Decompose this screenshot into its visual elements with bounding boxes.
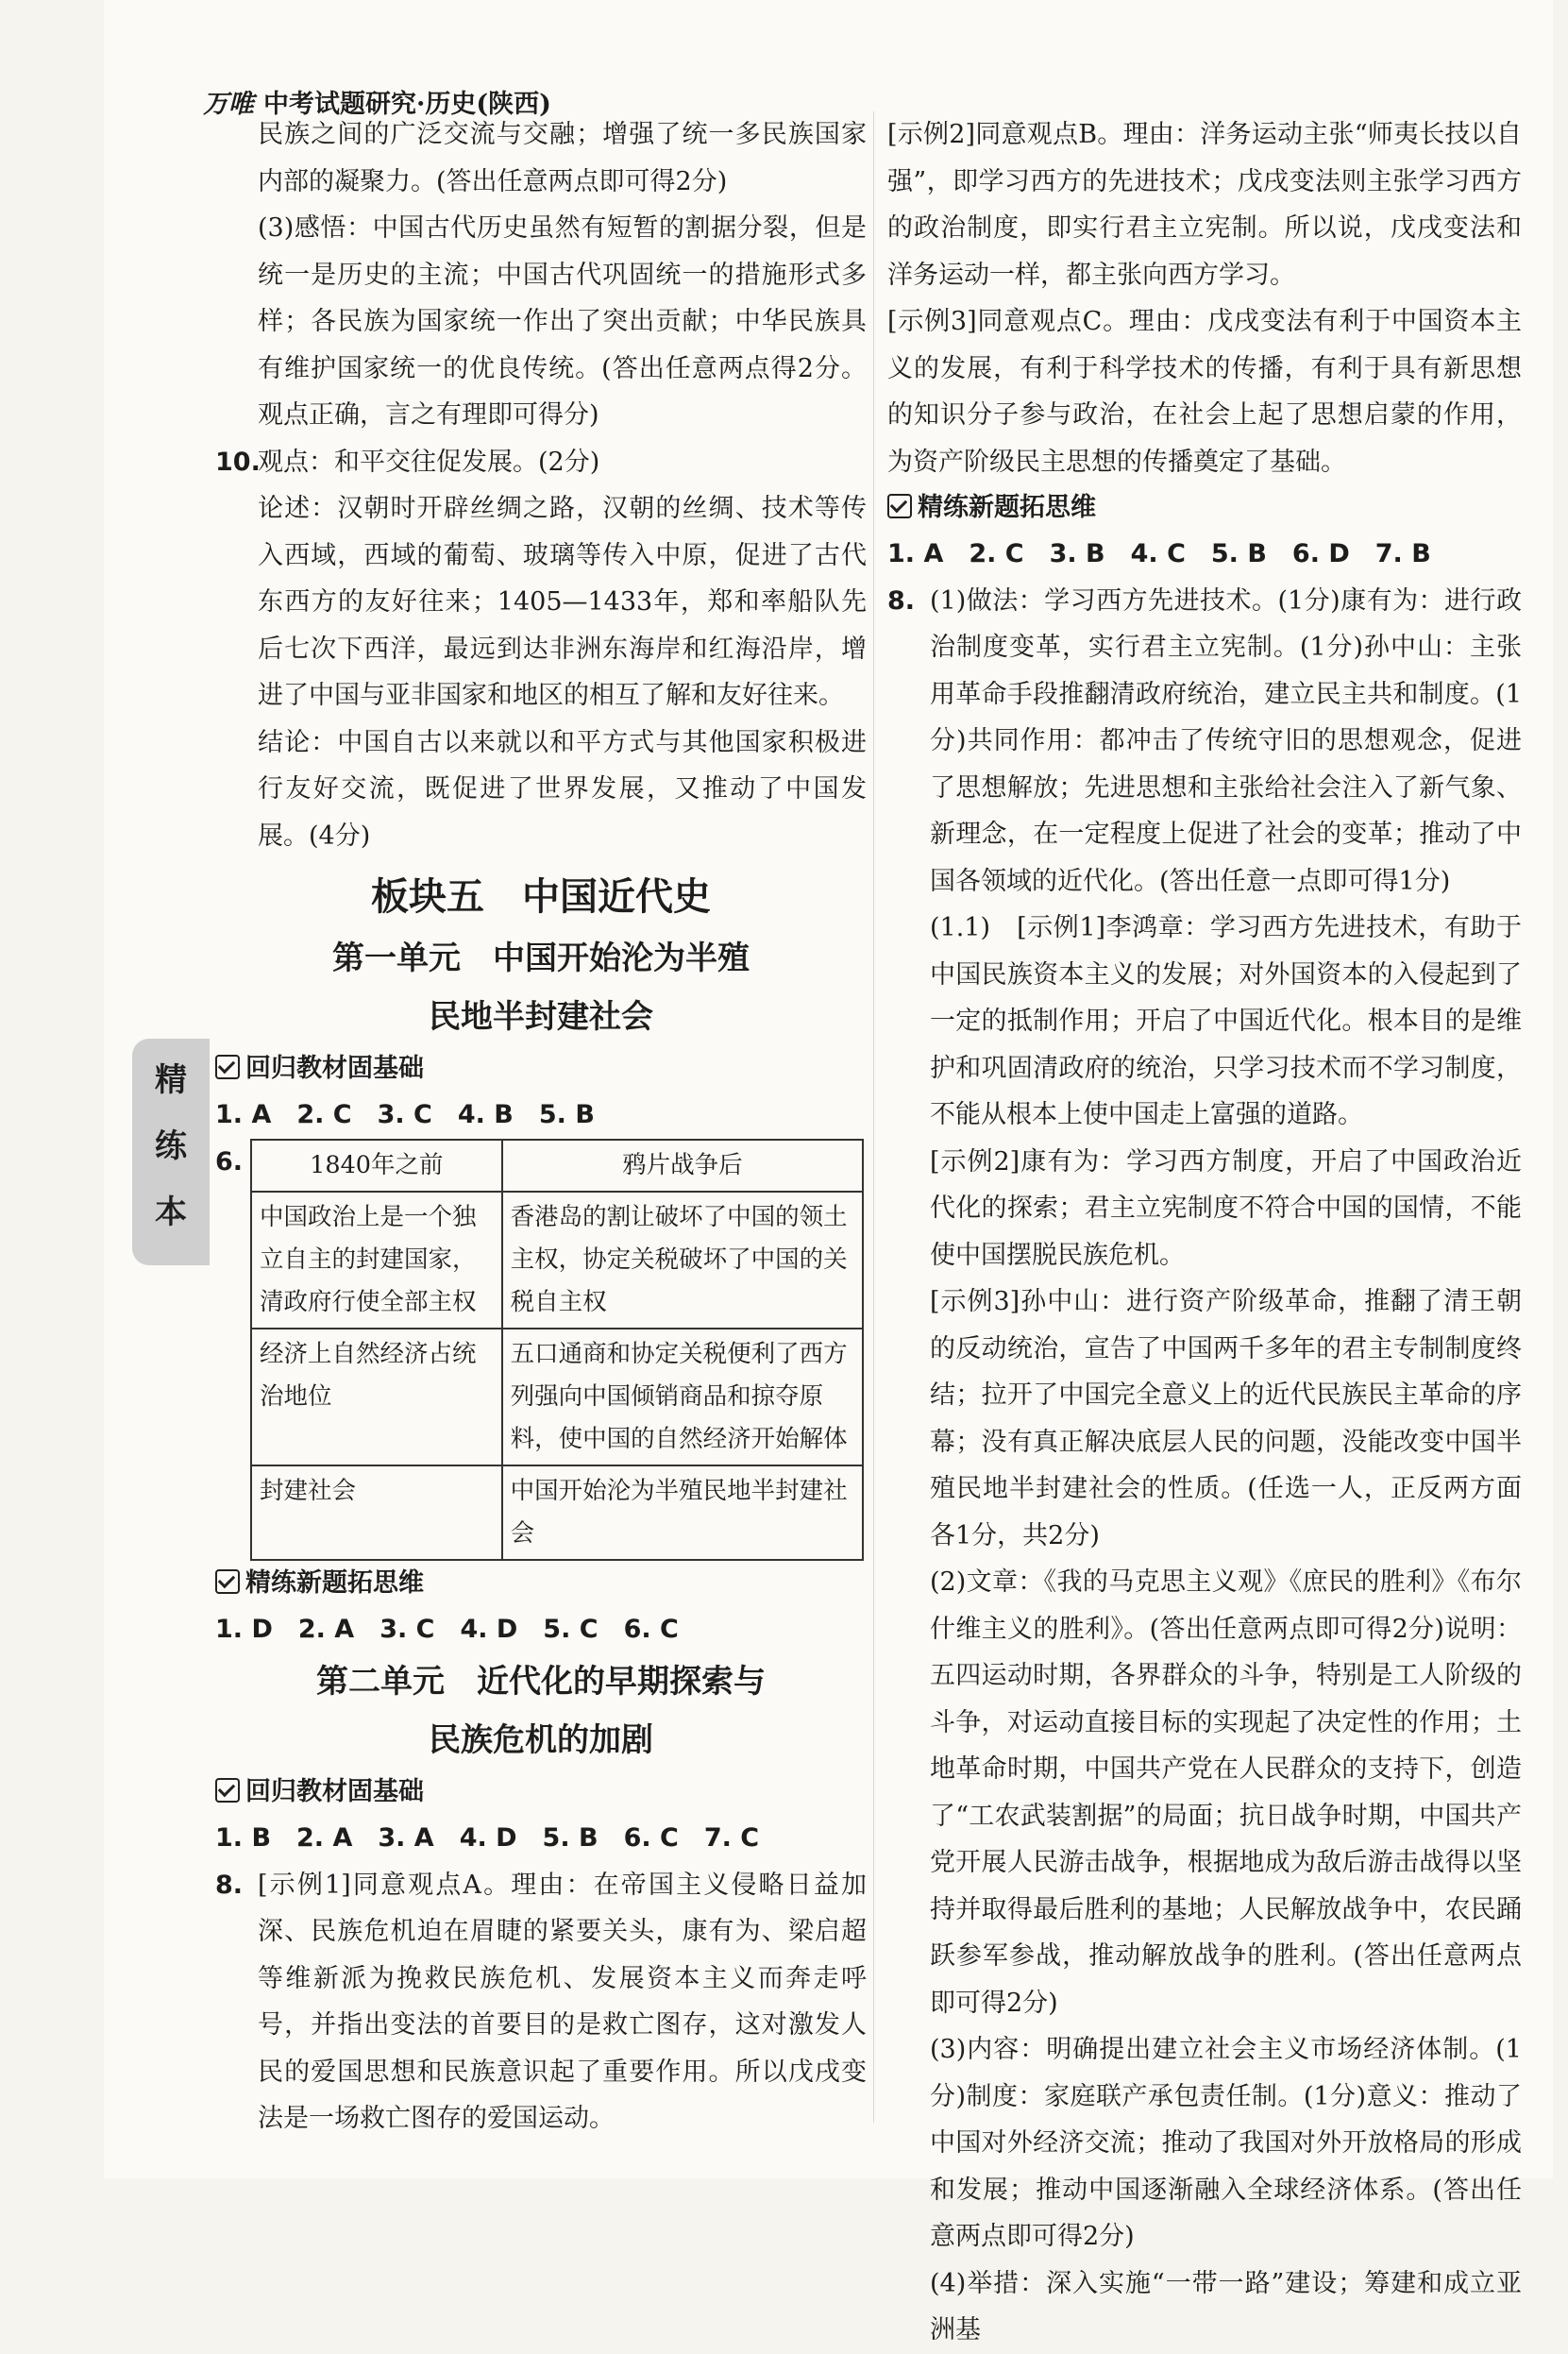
- block-title: 板块五 中国近代史: [371, 875, 711, 919]
- right-column: [887, 111, 1522, 2354]
- section-heading-text: 回归教材固基础: [245, 1777, 424, 1806]
- answer-text: 1. A 2. C 3. B 4. C 5. B 6. D 7. B: [887, 539, 1431, 568]
- answer-line: [215, 1815, 867, 1862]
- question-10: [215, 439, 867, 860]
- question-text: [示例2]康有为：学习西方制度，开启了中国政治近代化的探索；君主立宪制度不符合中国的国情，不能使中国摆脱民族危机。: [930, 1146, 1522, 1270]
- table-row: [251, 1465, 863, 1560]
- unit-title: 第一单元 中国开始沦为半殖: [332, 940, 750, 977]
- section-heading: [215, 1561, 867, 1606]
- question-text: (4)举措：深入实施“一带一路”建设；筹建和成立亚洲基: [930, 2268, 1522, 2345]
- table-cell: 中国政治上是一个独立自主的封建国家，清政府行使全部主权: [251, 1192, 502, 1329]
- side-tab: [132, 1039, 210, 1265]
- question-8: [887, 578, 1522, 2354]
- table-row: [251, 1192, 863, 1329]
- paragraph: 民族之间的广泛交流与交融；增强了统一多民族国家内部的凝聚力。(答出任意两点即可得2分): [258, 120, 867, 196]
- question-number: 6.: [215, 1146, 244, 1177]
- checkbox-icon: [887, 494, 912, 518]
- side-tab-char: 精: [155, 1061, 187, 1099]
- section-heading: [215, 1046, 867, 1092]
- table-cell: 中国开始沦为半殖民地半封建社会: [502, 1465, 863, 1560]
- header-title: 中考试题研究·历史(陕西): [263, 90, 551, 119]
- answer-text: 1. B 2. A 3. A 4. D 5. B 6. C 7. C: [215, 1823, 760, 1853]
- paragraph: (3)感悟：中国古代历史虽然有短暂的割据分裂，但是统一是历史的主流；中国古代巩固统一的措施形式多样；各民族为国家统一作出了突出贡献；中华民族具有维护国家统一的优良传统。(答出任意两点得2分。观点正确，言之有理即可得分): [258, 213, 867, 430]
- question-text: (3)内容：明确提出建立社会主义市场经济体制。(1分)制度：家庭联产承包责任制。(1分)意义：推动了中国对外经济交流；推动了我国对外开放格局的形成和发展；推动中国逐渐融入全球经济体系。(答出任意两点即可得2分): [930, 2035, 1522, 2251]
- section-heading-text: 回归教材固基础: [245, 1054, 424, 1083]
- answer-text: 1. D 2. A 3. C 4. D 5. C 6. C: [215, 1614, 679, 1644]
- checkbox-icon: [215, 1569, 240, 1594]
- answer-line: [887, 531, 1522, 578]
- column-divider: [873, 111, 874, 2123]
- section-heading-text: 精练新题拓思维: [245, 1567, 424, 1598]
- question-text: [示例3]孙中山：进行资产阶级革命，推翻了清王朝的反动统治，宣告了中国两千多年的君主专制制度终结；拉开了中国完全意义上的近代民族民主革命的序幕；没有真正解决底层人民的问题，没能改变中国半殖民地半封建社会的性质。(任选一人，正反两方面各1分，共2分): [930, 1287, 1522, 1550]
- section-heading-text: 精练新题拓思维: [918, 493, 1096, 522]
- table-row: [251, 1329, 863, 1465]
- table-cell: 经济上自然经济占统治地位: [251, 1329, 502, 1465]
- side-tab-char: 本: [155, 1194, 187, 1231]
- left-column: [215, 111, 867, 2142]
- unit-title: 民地半封建社会: [429, 998, 653, 1036]
- answer-line: [215, 1092, 867, 1139]
- table-cell: 香港岛的割让破坏了中国的领土主权，协定关税破坏了中国的关税自主权: [502, 1192, 863, 1329]
- question-text: 观点：和平交往促发展。(2分): [258, 447, 600, 477]
- answer-line: [215, 1606, 867, 1653]
- question-text: 论述：汉朝时开辟丝绸之路，汉朝的丝绸、技术等传入西域，西域的葡萄、玻璃等传入中原，促进了古代东西方的友好往来；1405—1433年，郑和率船队先后七次下西洋，最远到达非洲东海岸和红海沿岸，增进了中国与亚非国家和地区的相互了解和友好往来。: [258, 494, 867, 710]
- paragraph: [示例3]同意观点C。理由：戊戌变法有利于中国资本主义的发展，有利于科学技术的传播，有利于具有新思想的知识分子参与政治，在社会上起了思想启蒙的作用，为资产阶级民主思想的传播奠定了基础。: [887, 307, 1522, 477]
- question-text: (1)做法：学习西方先进技术。(1分)康有为：进行政治制度变革，实行君主立宪制。(1分)孙中山：主张用革命手段推翻清政府统治，建立民主共和制度。(1分)共同作用：都冲击了传统守旧的思想观念，促进了思想解放；先进思想和主张给社会注入了新气象、新理念，在一定程度上促进了社会的变革；推动了中国各领域的近代化。(答出任意一点即可得1分): [930, 585, 1522, 896]
- comparison-table: [250, 1139, 864, 1561]
- unit-title: 第二单元 近代化的早期探索与: [316, 1663, 766, 1701]
- checkbox-icon: [215, 1778, 240, 1803]
- brand-logo: 万唯: [203, 90, 254, 119]
- question-text: 结论：中国自古以来就以和平方式与其他国家积极进行友好交流，既促进了世界发展，又推动了中国发展。(4分): [258, 727, 867, 851]
- table-header: 鸦片战争后: [502, 1140, 863, 1192]
- question-6: [215, 1139, 867, 1561]
- table-cell: 封建社会: [251, 1465, 502, 1560]
- answer-text: 1. A 2. C 3. C 4. B 5. B: [215, 1100, 595, 1129]
- table-cell: 五口通商和协定关税便利了西方列强向中国倾销商品和掠夺原料，使中国的自然经济开始解体: [502, 1329, 863, 1465]
- question-text: (1.1) [示例1]李鸿章：学习西方先进技术，有助于中国民族资本主义的发展；对外国资本的入侵起到了一定的抵制作用；开启了中国近代化。根本目的是维护和巩固清政府的统治，只学习技术而不学习制度，不能从根本上使中国走上富强的道路。: [930, 913, 1522, 1129]
- question-number: 10.: [215, 447, 261, 477]
- side-tab-char: 练: [155, 1127, 187, 1165]
- table-header: 1840年之前: [251, 1140, 502, 1192]
- question-text: [示例1]同意观点A。理由：在帝国主义侵略日益加深、民族危机迫在眉睫的紧要关头，康有为、梁启超等维新派为挽救民族危机、发展资本主义而奔走呼号，并指出变法的首要目的是救亡图存，这对激发人民的爱国思想和民族意识起了重要作用。所以戊戌变法是一场救亡图存的爱国运动。: [258, 1870, 867, 2133]
- checkbox-icon: [215, 1055, 240, 1079]
- unit-title: 民族危机的加剧: [429, 1721, 653, 1759]
- section-heading: [887, 485, 1522, 531]
- section-heading: [215, 1770, 867, 1815]
- question-text: (2)文章：《我的马克思主义观》《庶民的胜利》《布尔什维主义的胜利》。(答出任意两点即可得2分)说明：五四运动时期，各界群众的斗争，特别是工人阶级的斗争，对运动直接目标的实现起了决定性的作用；土地革命时期，中国共产党在人民群众的支持下，创造了“工农武装割据”的局面；抗日战争时期，中国共产党开展人民游击战争，根据地成为敌后游击战得以坚持并取得最后胜利的基地；人民解放战争中，农民踊跃参军参战，推动解放战争的胜利。(答出任意两点即可得2分): [930, 1567, 1522, 2018]
- paragraph: [示例2]同意观点B。理由：洋务运动主张“师夷长技以自强”，即学习西方的先进技术；戊戌变法则主张学习西方的政治制度，即实行君主立宪制。所以说，戊戌变法和洋务运动一样，都主张向西方学习。: [887, 120, 1522, 290]
- question-8: [215, 1862, 867, 2142]
- question-number: 8.: [215, 1870, 244, 1900]
- question-number: 8.: [887, 585, 916, 616]
